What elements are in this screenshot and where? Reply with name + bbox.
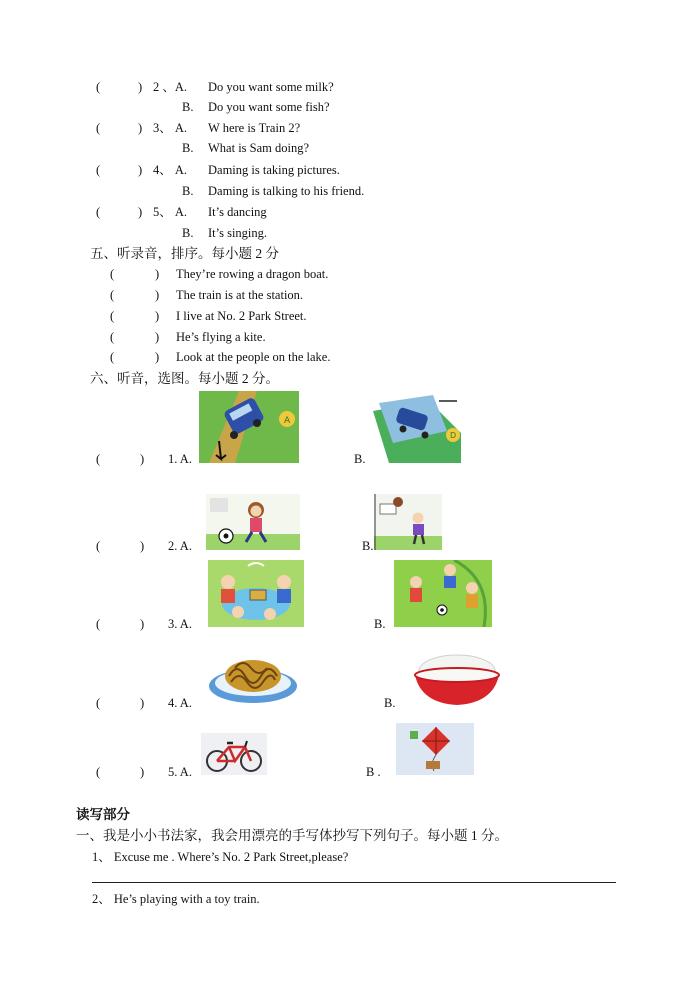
paren-close: ): [155, 330, 160, 344]
paren-open: (: [110, 309, 115, 323]
sentence: I live at No. 2 Park Street.: [176, 309, 307, 323]
paren-open: (: [96, 452, 101, 466]
option-b: It’s singing.: [208, 226, 268, 240]
option-a: Daming is taking pictures.: [208, 163, 340, 177]
paren-close: ): [155, 267, 160, 281]
option-b-label: B.: [182, 100, 194, 114]
paren-close: ): [140, 696, 145, 710]
option-a-label: 5. A.: [168, 765, 192, 779]
option-b-label: B.: [354, 452, 366, 466]
option-b-label: B.: [182, 184, 194, 198]
option-a-label: 2. A.: [168, 539, 192, 553]
noodles-picture: [207, 648, 299, 706]
section-heading: 一、我是小小书法家，我会用漂亮的手写体抄写下列句子。每小题 1 分。: [76, 828, 508, 843]
question-number: 3、 A.: [153, 121, 188, 135]
kite-picture: [396, 723, 474, 775]
bicycle-picture: [201, 733, 267, 775]
sentence: Look at the people on the lake.: [176, 350, 331, 364]
paren-close: ): [140, 765, 145, 779]
copy-sentence-2: 2、 He’s playing with a toy train.: [92, 892, 260, 906]
paren-open: (: [96, 617, 101, 631]
option-a-label: 3. A.: [168, 617, 192, 631]
children-football-picture: [394, 560, 492, 627]
paren-close: ): [140, 617, 145, 631]
bus-picture: [199, 391, 299, 463]
question-number: 4、 A.: [153, 163, 188, 177]
option-a-label: 4. A.: [168, 696, 192, 710]
option-b: Do you want some fish?: [208, 100, 330, 114]
paren-close: ): [140, 452, 145, 466]
option-b-label: B.: [384, 696, 396, 710]
paren-open: (: [96, 765, 101, 779]
paren-open: (: [96, 163, 101, 177]
paren-open: (: [96, 121, 101, 135]
paren-close: ): [138, 205, 143, 219]
paren-open: (: [96, 80, 101, 94]
paren-open: (: [110, 267, 115, 281]
option-a: W here is Train 2?: [208, 121, 301, 135]
paren-open: (: [110, 330, 115, 344]
section-heading: 六、听音，选图。每小题 2 分。: [90, 371, 279, 386]
option-b: Daming is talking to his friend.: [208, 184, 365, 198]
svg-text:D: D: [450, 431, 457, 440]
car-picture: [369, 393, 461, 463]
question-number: 2 、A.: [153, 80, 188, 94]
reading-title: 读写部分: [76, 807, 130, 822]
sentence: The train is at the station.: [176, 288, 304, 302]
option-a: It’s dancing: [208, 205, 267, 219]
girl-football-picture: [206, 494, 300, 550]
question-number: 5、 A.: [153, 205, 188, 219]
rice-bowl-picture: [407, 645, 507, 707]
paren-open: (: [96, 205, 101, 219]
paren-close: ): [140, 539, 145, 553]
paren-close: ): [155, 309, 160, 323]
option-a-label: 1. A.: [168, 452, 192, 466]
writing-line: [92, 882, 616, 883]
option-b: What is Sam doing?: [208, 141, 310, 155]
paren-close: ): [155, 288, 160, 302]
sentence: He’s flying a kite.: [176, 330, 266, 344]
section-heading: 五、听录音，排序。每小题 2 分: [90, 246, 279, 261]
paren-open: (: [110, 288, 115, 302]
copy-sentence-1: 1、 Excuse me . Where’s No. 2 Park Street,please?: [92, 850, 349, 864]
option-b-label: B.: [182, 226, 194, 240]
paren-close: ): [138, 80, 143, 94]
paren-open: (: [110, 350, 115, 364]
sentence: They’re rowing a dragon boat.: [176, 267, 329, 281]
children-music-picture: [208, 560, 304, 627]
svg-text:A: A: [284, 416, 291, 426]
paren-open: (: [96, 696, 101, 710]
option-b-label: B.: [182, 141, 194, 155]
paren-close: ): [138, 163, 143, 177]
option-a: Do you want some milk?: [208, 80, 334, 94]
option-b-label: B.: [362, 539, 374, 553]
option-b-label: B.: [374, 617, 386, 631]
paren-close: ): [138, 121, 143, 135]
basketball-picture: [374, 494, 442, 550]
option-b-label: B .: [366, 765, 381, 779]
paren-open: (: [96, 539, 101, 553]
paren-close: ): [155, 350, 160, 364]
